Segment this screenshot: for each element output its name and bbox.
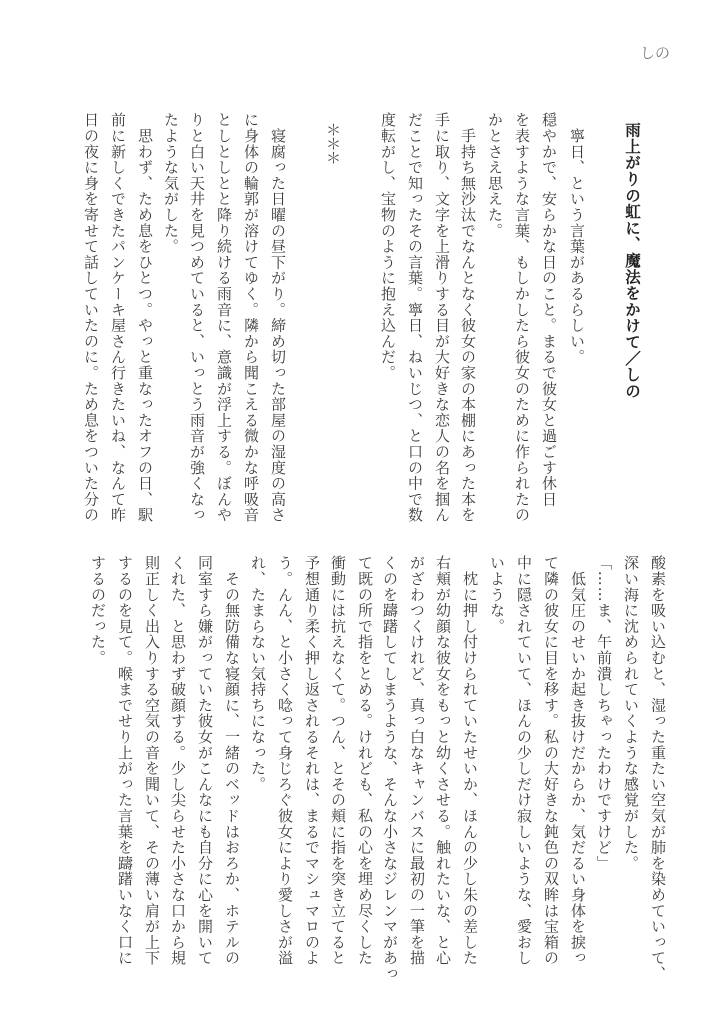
text-column: だことで知ったその言葉。寧日、ねいじつ、と口の中で数 xyxy=(406,112,424,523)
text-column: 日の夜に身を寄せて話していたのに。ため息をついた分の xyxy=(82,112,100,523)
text-column: するのだった。 xyxy=(89,555,107,666)
text-column: 寧日、という言葉があるらしい。 xyxy=(568,112,586,365)
text-column: くのを躊躇してしまうような、そんな小さなジレンマがあっ xyxy=(381,555,399,982)
text-column: 右頬が幼顔な彼女をもっと幼くさせる。触れたいな、と心 xyxy=(434,555,452,966)
text-column: 低気圧のせいか起き抜けだからか、気だるい身体を捩っ xyxy=(569,555,587,966)
text-column: 寝腐った日曜の昼下がり。締め切った部屋の湿度の高さ xyxy=(269,112,287,523)
text-column: 度転がし、宝物のように抱え込んだ。 xyxy=(379,112,397,381)
text-column: たような気がした。 xyxy=(162,112,180,255)
text-column: いような。 xyxy=(488,555,506,634)
text-column: に身体の輪郭が溶けてゆく。隣から聞こえる微かな呼吸音 xyxy=(242,112,260,523)
text-column: 前に新しくできたパンケーキ屋さん行きたいね、なんて昨 xyxy=(109,112,127,523)
text-column: 予想通り柔く押し返されるそれは、まるでマシュマロのよ xyxy=(303,555,321,966)
text-column: 深い海に沈められていくような感覚がした。 xyxy=(622,555,640,871)
text-column: 同室すら嫌がっていた彼女がこんなにも自分に心を開いて xyxy=(196,555,214,966)
text-column: て既の所で指をとめる。けれども、私の心を埋め尽くした xyxy=(356,555,374,966)
text-column: としとしとと降り続ける雨音に、意識が浮上する。ぼんや xyxy=(215,112,233,523)
text-column: がざわつくけれど、真っ白なキャンバスに最初の一筆を描 xyxy=(408,555,426,966)
text-column: 則正しく出入りする空気の音を聞いて、その薄い肩が上下 xyxy=(143,555,161,966)
text-column: するのを見て。喉までせり上がった言葉を躊躇いなく口に xyxy=(116,555,134,966)
text-column: 酸素を吸い込むと、湿った重たい空気が肺を染めていって、 xyxy=(649,555,667,982)
text-column: れ、たまらない気持ちになった。 xyxy=(249,555,267,792)
text-column: て隣の彼女に目を移す。私の大好きな鈍色の双眸は宝箱の xyxy=(542,555,560,966)
text-column: を表すような言葉、もしかしたら彼女のために作られたの xyxy=(513,112,531,523)
running-header-author: しの xyxy=(640,44,671,62)
text-column: りと白い天井を見つめていると、いっとう雨音が強くなっ xyxy=(188,112,206,523)
text-column: 思わず、ため息をひとつ。やっと重なったオフの日、駅 xyxy=(136,112,154,523)
text-column: その無防備な寝顔に、一緒のベッドはおろか、ホテルの xyxy=(223,555,241,966)
text-column: 「……ま、午前潰しちゃったわけですけど」 xyxy=(595,555,613,871)
scene-break: ＊＊＊ xyxy=(324,122,342,164)
text-column: 衝動には抗えなくて。つん、とその頬に指を突き立てると xyxy=(329,555,347,966)
text-column: くれた、と思わず破顔する。少し尖らせた小さな口から規 xyxy=(169,555,187,966)
story-title: 雨上がりの虹に、魔法をかけて／しの xyxy=(623,122,642,400)
text-column: う。んん、と小さく唸って身じろぐ彼女により愛しさが溢 xyxy=(276,555,294,966)
text-column: 手持ち無沙汰でなんとなく彼女の家の本棚にあった本を xyxy=(459,112,477,523)
text-column: かとさえ思えた。 xyxy=(486,112,504,239)
text-column: 手に取り、文字を上滑りする目が大好きな恋人の名を掴ん xyxy=(433,112,451,523)
text-column: 中に隠されていて、ほんの少しだけ寂しいような、愛おし xyxy=(515,555,533,966)
text-column: 枕に押し付けられていたせいか、ほんの少し朱の差した xyxy=(461,555,479,966)
text-column: 穏やかで、安らかな日のこと。まるで彼女と過ごす休日 xyxy=(540,112,558,507)
